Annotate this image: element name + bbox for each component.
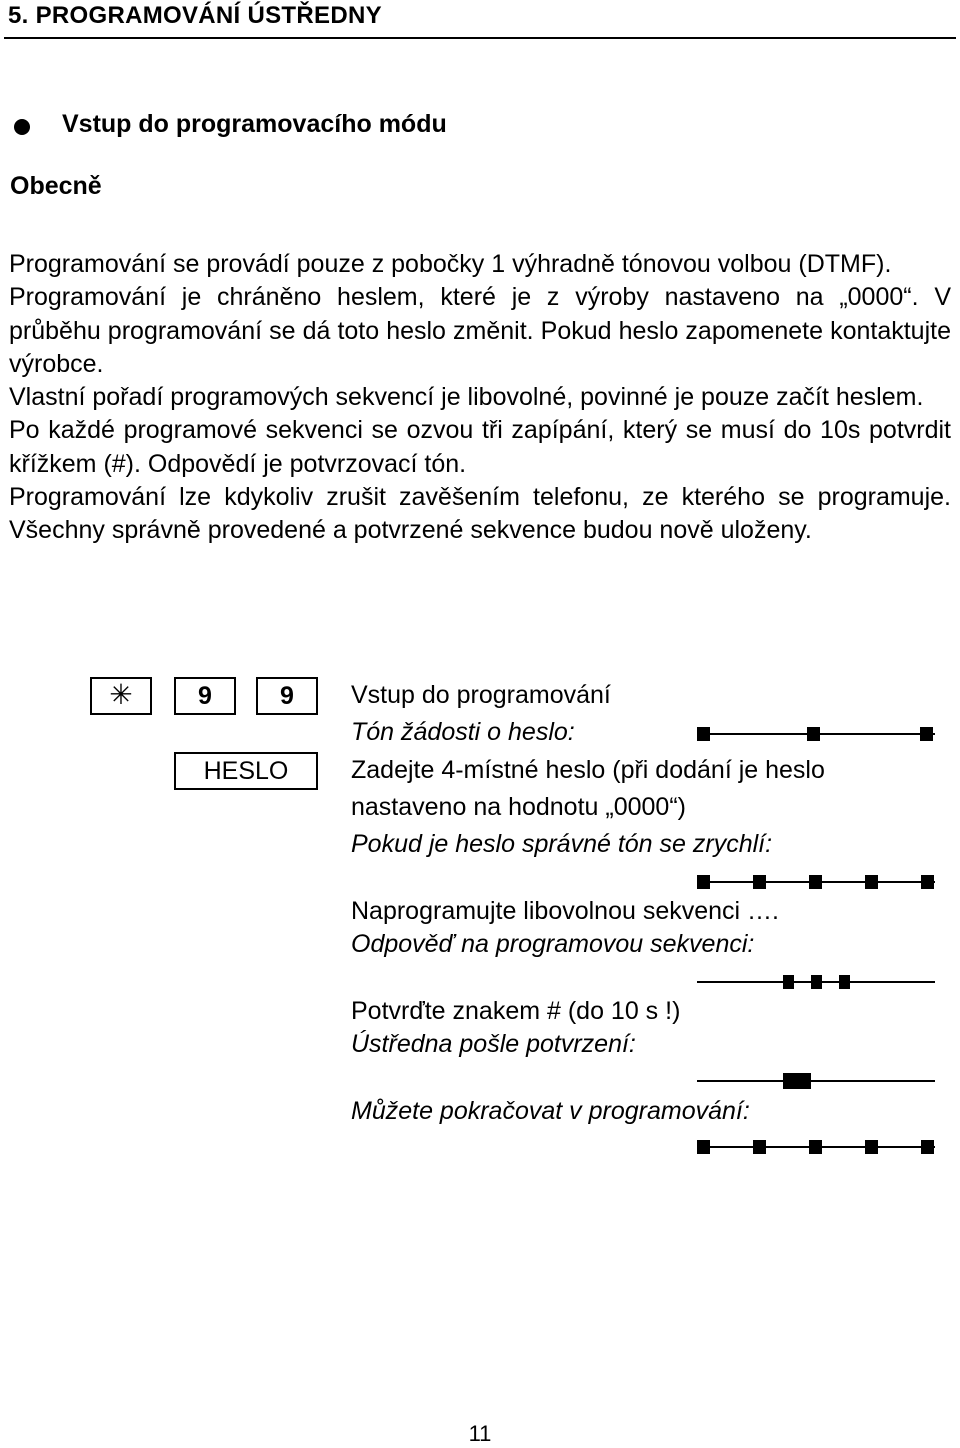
heading-rule <box>4 37 956 39</box>
paragraph: Programování lze kdykoliv zrušit zavěšením telefonu, ze kterého se programuje. Všechny správně provedené a potvrzené sekvence budou nově uloženy. <box>9 483 951 545</box>
step-continue-programming: Můžete pokračovat v programování: <box>351 1097 750 1125</box>
continue-tone-diagram <box>697 1137 937 1157</box>
sequence-response-tone-diagram <box>697 972 937 992</box>
password-request-tone-diagram <box>697 724 937 744</box>
paragraph: Po každé programové sekvenci se ozvou tři zapípání, který se musí do 10s potvrdit křížkem (#). Odpovědí je potvrzovací tón. <box>9 416 951 478</box>
step-enter-programming: Vstup do programování <box>351 681 611 709</box>
chapter-heading: 5. PROGRAMOVÁNÍ ÚSTŘEDNY <box>8 2 382 29</box>
step-confirm-hash: Potvrďte znakem # (do 10 s !) <box>351 997 681 1025</box>
star-key: ✳ <box>90 677 152 715</box>
password-key: HESLO <box>174 752 318 790</box>
section-title: Vstup do programovacího módu <box>62 110 447 138</box>
fast-tone-diagram <box>697 872 937 892</box>
paragraph: Vlastní pořadí programových sekvencí je libovolné, povinné je pouze začít heslem. <box>9 383 924 412</box>
nine-key: 9 <box>256 677 318 715</box>
confirmation-tone-diagram <box>697 1071 937 1091</box>
subsection-title: Obecně <box>10 172 102 200</box>
body-text <box>9 248 951 548</box>
step-sequence-response: Odpověď na programovou sekvenci: <box>351 930 755 958</box>
step-password-tone: Tón žádosti o heslo: <box>351 718 575 746</box>
paragraph: Programování je chráněno heslem, které je z výroby nastaveno na „0000“. V průběhu programování se dá toto heslo změnit. Pokud heslo zapomenete kontaktujte výrobce. <box>9 283 951 378</box>
bullet-icon <box>14 119 30 135</box>
page-number: 11 <box>468 1421 492 1446</box>
paragraph: Programování se provádí pouze z pobočky 1 výhradně tónovou volbou (DTMF). <box>9 250 892 278</box>
step-enter-password: Zadejte 4-místné heslo (při dodání je heslo <box>351 756 825 784</box>
nine-key: 9 <box>174 677 236 715</box>
step-program-sequence: Naprogramujte libovolnou sekvenci …. <box>351 897 779 925</box>
step-exchange-confirms: Ústředna pošle potvrzení: <box>351 1030 636 1058</box>
step-correct-password: Pokud je heslo správné tón se zrychlí: <box>351 830 773 858</box>
step-enter-password-note: nastaveno na hodnotu „0000“) <box>351 793 686 821</box>
